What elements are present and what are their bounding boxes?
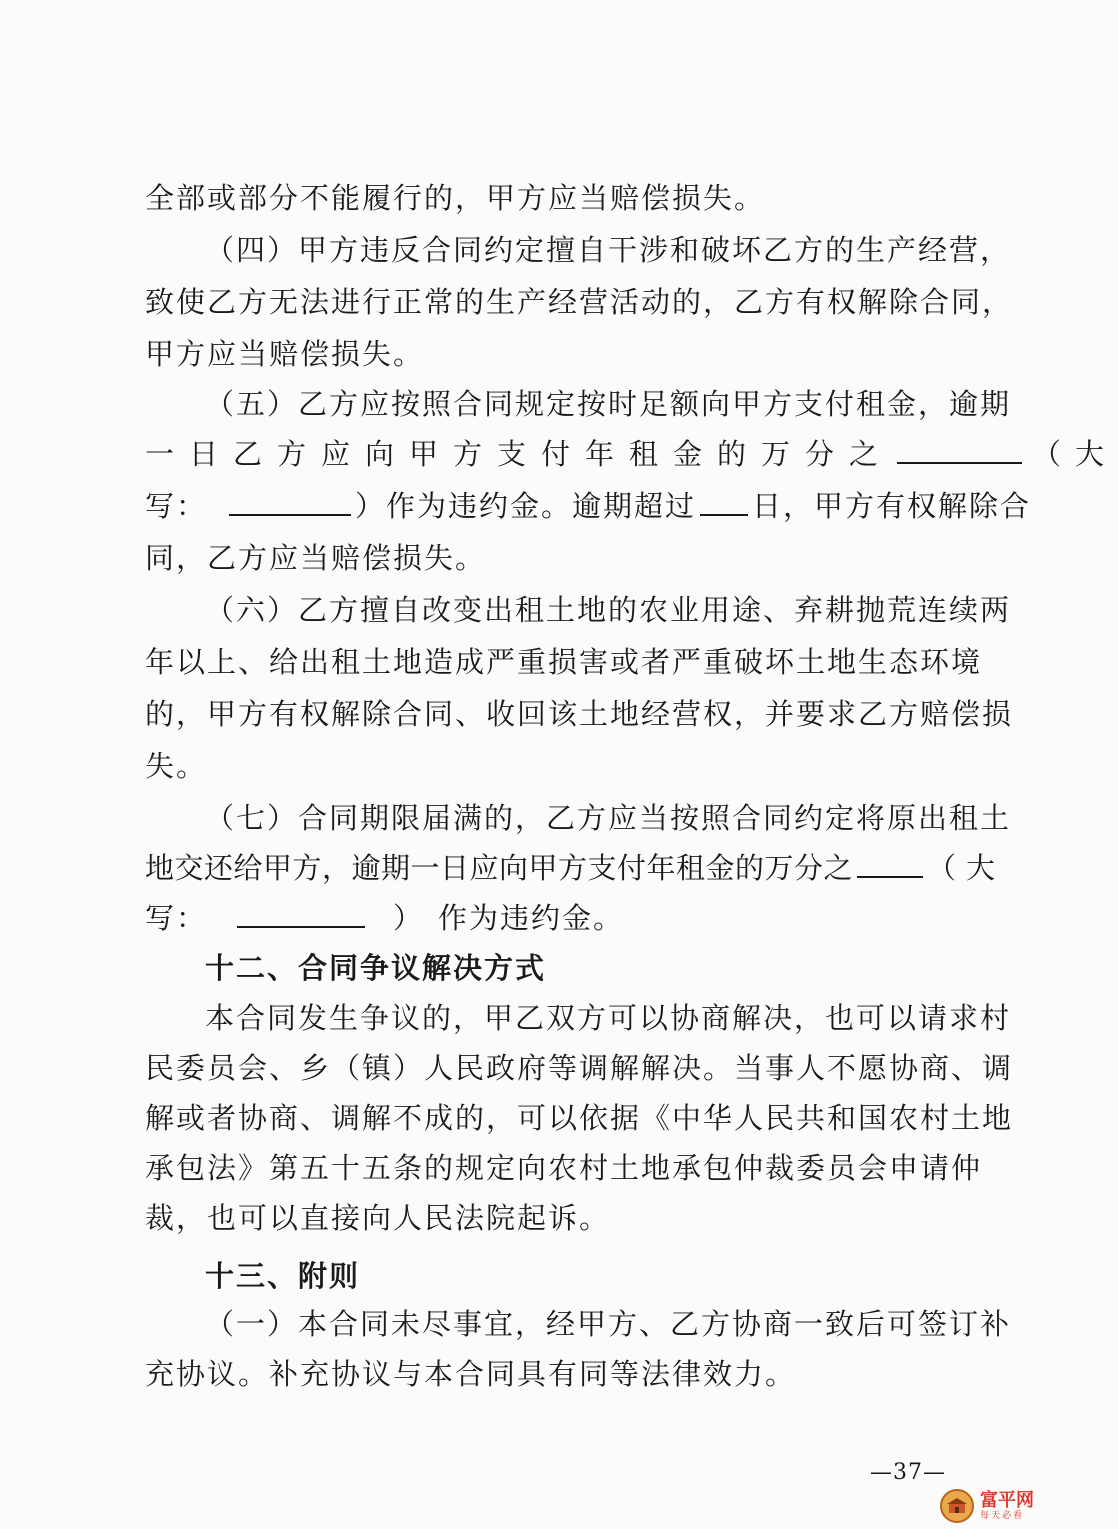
paragraph-line: [145, 434, 1118, 474]
paragraph-line: 致使乙方无法进行正常的生产经营活动的，乙方有权解除合同，: [145, 285, 1014, 319]
paragraph-line: （一）本合同未尽事宜，经甲方、乙方协商一致后可签订补: [205, 1307, 1012, 1341]
text-segment: 一日乙方应向甲方支付年租金的万分之: [145, 437, 894, 471]
paragraph-line: （五）乙方应按照合同规定按时足额向甲方支付租金，逾期: [205, 387, 1012, 421]
paragraph-line: 充协议。补充协议与本合同具有同等法律效力。: [145, 1357, 797, 1391]
fill-in-blank: [229, 486, 351, 516]
fill-in-blank: [237, 898, 365, 928]
section-heading: 十二、合同争议解决方式: [205, 951, 547, 985]
page-number: —37—: [870, 1460, 946, 1485]
paragraph-line: 承包法》第五十五条的规定向农村土地承包仲裁委员会申请仲: [145, 1151, 983, 1185]
paragraph-line: 年以上、给出租土地造成严重损害或者严重破坏土地生态环境: [145, 645, 983, 679]
text-segment: 作为违约金。: [438, 901, 625, 935]
paragraph-line: [145, 898, 945, 938]
paragraph-line: （四）甲方违反合同约定擅自干涉和破坏乙方的生产经营，: [205, 233, 1012, 267]
text-segment: 日，甲方有权解除合: [752, 489, 1032, 523]
watermark-subtitle: 每天必看: [980, 1510, 1025, 1521]
site-watermark: [940, 1488, 1070, 1524]
paragraph-line: （七）合同期限届满的，乙方应当按照合同约定将原出租土: [205, 801, 1012, 835]
text-segment: 写：: [145, 489, 208, 523]
watermark-name: 富平网: [980, 1489, 1034, 1511]
text-segment: ）作为违约金。逾期超过: [355, 489, 697, 523]
fill-in-blank: [857, 848, 923, 878]
text-segment: 地交还给甲方，逾期一日应向甲方支付年租金的万分之: [145, 851, 854, 885]
paragraph-line: 解或者协商、调解不成的，可以依据《中华人民共和国农村土地: [145, 1101, 1014, 1135]
paragraph-line: 甲方应当赔偿损失。: [145, 337, 425, 371]
paragraph-line: [145, 848, 1006, 888]
text-segment: （大: [927, 851, 1006, 885]
paragraph-line: 失。: [145, 749, 208, 783]
paragraph-line: 全部或部分不能履行的，甲方应当赔偿损失。: [145, 181, 766, 215]
text-segment: 写：: [145, 901, 208, 935]
fill-in-blank: [700, 486, 748, 516]
text-segment: ）: [393, 901, 425, 935]
paragraph-line: 的，甲方有权解除合同、收回该土地经营权，并要求乙方赔偿损: [145, 697, 1014, 731]
building-logo-icon: [940, 1489, 974, 1523]
fill-in-blank: [897, 434, 1022, 464]
paragraph-line: 本合同发生争议的，甲乙双方可以协商解决，也可以请求村: [205, 1001, 1012, 1035]
text-segment: （大: [1032, 437, 1118, 471]
paragraph-line: [145, 486, 1032, 526]
paragraph-line: 民委员会、乡（镇）人民政府等调解解决。当事人不愿协商、调: [145, 1051, 1014, 1085]
paragraph-line: 裁，也可以直接向人民法院起诉。: [145, 1201, 611, 1235]
paragraph-line: （六）乙方擅自改变出租土地的农业用途、弃耕抛荒连续两: [205, 593, 1012, 627]
paragraph-line: 同，乙方应当赔偿损失。: [145, 541, 487, 575]
section-heading: 十三、附则: [205, 1259, 361, 1293]
